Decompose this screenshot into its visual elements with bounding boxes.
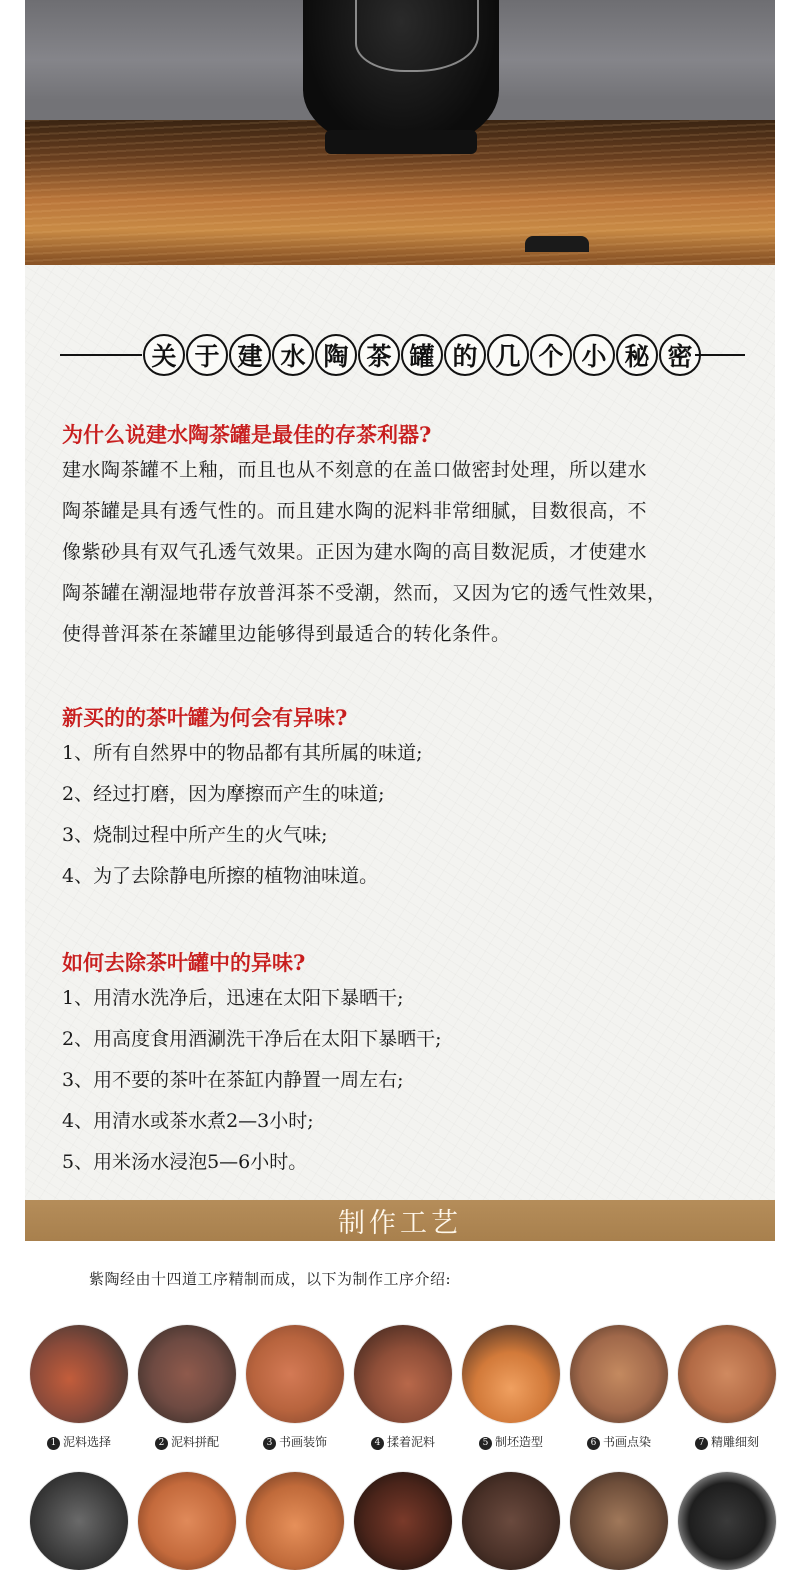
list-item: 2、经过打磨，因为摩擦而产生的味道; [62, 783, 385, 805]
title-char: 小 [573, 334, 615, 376]
q3-block [62, 948, 772, 1183]
title-char: 关 [143, 334, 185, 376]
step-number: 1 [47, 1437, 60, 1450]
process-step [138, 1325, 236, 1450]
process-steps-row-2 [30, 1472, 775, 1570]
list-item: 4、用清水或茶水煮2—3小时; [62, 1110, 314, 1132]
step-number: 3 [263, 1437, 276, 1450]
step-photo [354, 1325, 452, 1423]
step-label: 书画点染 [602, 1435, 651, 1449]
step-photo [354, 1472, 452, 1570]
process-step [246, 1325, 344, 1450]
step-label: 书画装饰 [278, 1435, 327, 1449]
process-intro: 紫陶经由十四道工序精制而成，以下为制作工序介绍: [89, 1270, 452, 1288]
process-step [30, 1325, 128, 1450]
process-step [678, 1472, 776, 1570]
title-char: 密 [659, 334, 701, 376]
process-step [462, 1472, 560, 1570]
process-step [30, 1472, 128, 1570]
list-item: 1、所有自然界中的物品都有其所属的味道; [62, 742, 423, 764]
q1-line: 像紫砂具有双气孔透气效果。正因为建水陶的高目数泥质，才使建水 [62, 541, 648, 563]
process-step [462, 1325, 560, 1450]
section-title [25, 330, 775, 380]
step-number: 4 [371, 1437, 384, 1450]
step-photo [246, 1472, 344, 1570]
process-steps-row-1 [30, 1325, 775, 1450]
title-char: 水 [272, 334, 314, 376]
step-label: 揉着泥料 [386, 1435, 435, 1449]
step-photo [30, 1472, 128, 1570]
title-char: 个 [530, 334, 572, 376]
title-chars [143, 330, 701, 376]
q1-line: 使得普洱茶在茶罐里边能够得到最适合的转化条件。 [62, 623, 511, 645]
list-item: 5、用米汤水浸泡5—6小时。 [62, 1151, 308, 1173]
step-photo [462, 1472, 560, 1570]
step-photo [462, 1325, 560, 1423]
step-photo [678, 1472, 776, 1570]
title-dash-left [60, 354, 142, 356]
title-char: 于 [186, 334, 228, 376]
step-label: 泥料选择 [62, 1435, 111, 1449]
horse-engraving [355, 0, 479, 72]
title-char: 茶 [358, 334, 400, 376]
process-step [570, 1472, 668, 1570]
process-step [354, 1325, 452, 1450]
q1-question: 为什么说建水陶茶罐是最佳的存茶利器? [62, 422, 432, 447]
list-item: 1、用清水洗净后，迅速在太阳下暴晒干; [62, 987, 404, 1009]
title-dash-right [695, 354, 745, 356]
step-number: 5 [479, 1437, 492, 1450]
title-char: 陶 [315, 334, 357, 376]
process-header [25, 1200, 775, 1241]
info-section [25, 265, 775, 1200]
step-photo [678, 1325, 776, 1423]
step-photo [138, 1472, 236, 1570]
step-photo [570, 1325, 668, 1423]
title-char: 罐 [401, 334, 443, 376]
q1-line: 陶茶罐是具有透气性的。而且建水陶的泥料非常细腻，目数很高，不 [62, 500, 648, 522]
q1-line: 建水陶茶罐不上釉，而且也从不刻意的在盖口做密封处理，所以建水 [62, 459, 648, 481]
q3-question: 如何去除茶叶罐中的异味? [62, 950, 306, 975]
process-step [138, 1472, 236, 1570]
step-photo [570, 1472, 668, 1570]
step-photo [30, 1325, 128, 1423]
title-char: 秘 [616, 334, 658, 376]
list-item: 2、用高度食用酒涮洗干净后在太阳下暴晒干; [62, 1028, 442, 1050]
process-step [246, 1472, 344, 1570]
step-photo [246, 1325, 344, 1423]
q1-block [62, 420, 772, 655]
product-photo [25, 0, 775, 265]
process-title: 制作工艺 [338, 1208, 462, 1239]
list-item: 3、烧制过程中所产生的火气味; [62, 824, 328, 846]
step-number: 2 [155, 1437, 168, 1450]
step-number: 7 [695, 1437, 708, 1450]
step-label: 泥料拼配 [170, 1435, 219, 1449]
list-item: 4、为了去除静电所擦的植物油味道。 [62, 865, 379, 887]
q2-list [62, 733, 772, 897]
step-label: 精雕细刻 [710, 1435, 759, 1449]
title-char: 的 [444, 334, 486, 376]
process-step [570, 1325, 668, 1450]
title-char: 建 [229, 334, 271, 376]
q2-question: 新买的的茶叶罐为何会有异味? [62, 705, 348, 730]
q2-block [62, 703, 772, 897]
step-label: 制坯造型 [494, 1435, 543, 1449]
list-item: 3、用不要的茶叶在茶缸内静置一周左右; [62, 1069, 404, 1091]
process-step [678, 1325, 776, 1450]
q3-list [62, 978, 772, 1183]
shelf-handle [525, 236, 589, 252]
step-number: 6 [587, 1437, 600, 1450]
tea-jar-base [325, 130, 477, 154]
q1-line: 陶茶罐在潮湿地带存放普洱茶不受潮，然而，又因为它的透气性效果， [62, 582, 667, 604]
process-step [354, 1472, 452, 1570]
step-photo [138, 1325, 236, 1423]
title-char: 几 [487, 334, 529, 376]
